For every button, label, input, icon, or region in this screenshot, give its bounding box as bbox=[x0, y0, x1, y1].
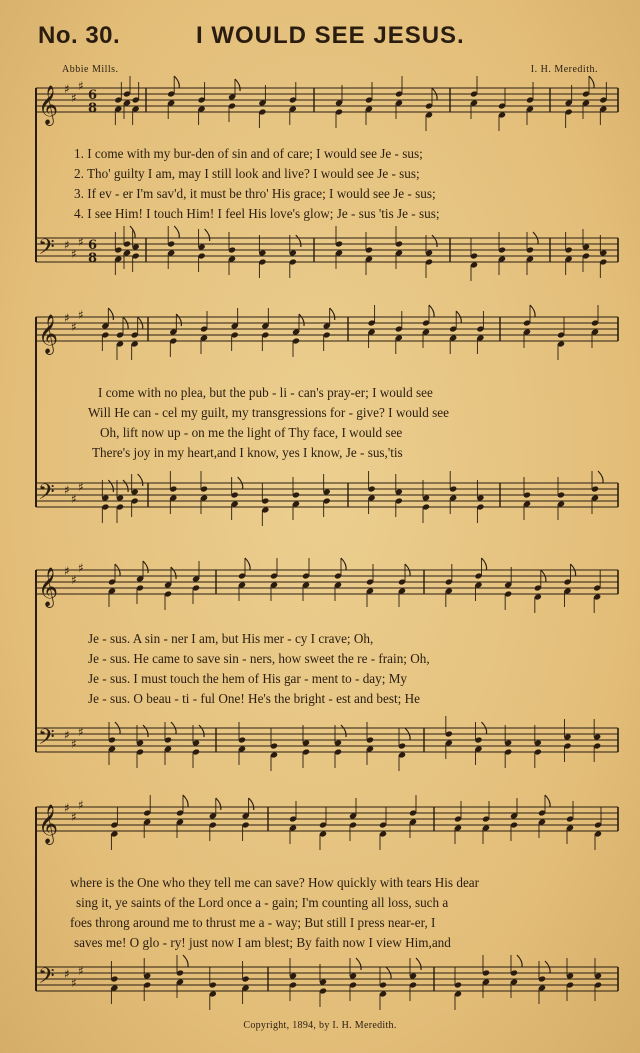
note-flag bbox=[517, 955, 522, 967]
lyric-line: Je - sus. O beau - ti - ful One! He's the bright - est and best; He bbox=[88, 691, 420, 706]
sharp-icon: ♯ bbox=[64, 311, 70, 325]
lyric-line: where is the One who they tell me can save? How quickly with tears His dear bbox=[70, 875, 480, 890]
sharp-icon: ♯ bbox=[78, 798, 84, 812]
hymn-number: No. 30. bbox=[38, 22, 121, 49]
note-flag bbox=[205, 229, 210, 241]
sharp-icon: ♯ bbox=[64, 728, 70, 742]
note-flag bbox=[171, 567, 176, 579]
staff bbox=[36, 76, 618, 131]
sharp-icon: ♯ bbox=[78, 308, 84, 322]
note-flag bbox=[245, 558, 250, 570]
staff bbox=[36, 471, 618, 526]
time-signature-numerator: 6 bbox=[88, 238, 98, 253]
note-flag bbox=[330, 308, 335, 320]
sharp-icon: ♯ bbox=[71, 737, 77, 751]
sharp-icon: ♯ bbox=[71, 91, 77, 105]
note-flag bbox=[123, 480, 128, 492]
note-flag bbox=[108, 480, 113, 492]
lyric-line: 1. I come with my bur-den of sin and of care; I would see Je - sus; bbox=[74, 146, 423, 161]
note-flag bbox=[108, 308, 113, 320]
bass-clef-icon: 𝄢 bbox=[38, 235, 55, 265]
note-flag bbox=[183, 955, 188, 967]
note-flag bbox=[143, 725, 148, 737]
lyric-line: saves me! O glo - ry! just now I am blest; By faith now I view Him,and bbox=[74, 935, 451, 950]
treble-clef-icon: 𝄞 bbox=[38, 567, 59, 607]
sharp-icon: ♯ bbox=[71, 492, 77, 506]
staff bbox=[36, 716, 618, 771]
sharp-icon: ♯ bbox=[71, 976, 77, 990]
sharp-icon: ♯ bbox=[78, 725, 84, 739]
sharp-icon: ♯ bbox=[78, 480, 84, 494]
lyric-line: 2. Tho' guilty I am, may I still look and live? I would see Je - sus; bbox=[74, 166, 420, 181]
note-flag bbox=[174, 226, 179, 238]
sharp-icon: ♯ bbox=[78, 964, 84, 978]
note-flag bbox=[174, 76, 179, 88]
sharp-icon: ♯ bbox=[78, 79, 84, 93]
time-signature-denominator: 8 bbox=[88, 101, 98, 116]
lyric-line: Je - sus. A sin - ner I am, but His mer - cy I crave; Oh, bbox=[88, 631, 374, 646]
note-flag bbox=[299, 314, 304, 326]
sharp-icon: ♯ bbox=[78, 235, 84, 249]
lyric-line: 4. I see Him! I touch Him! I feel His love's glow; Je - sus 'tis Je - sus; bbox=[74, 206, 440, 221]
sharp-icon: ♯ bbox=[71, 320, 77, 334]
sharp-icon: ♯ bbox=[64, 564, 70, 578]
sharp-icon: ♯ bbox=[64, 238, 70, 252]
sharp-icon: ♯ bbox=[71, 573, 77, 587]
note-flag bbox=[429, 305, 434, 317]
time-signature-numerator: 6 bbox=[88, 88, 98, 103]
note-flag bbox=[341, 725, 346, 737]
lyric-line: Je - sus. He came to save sin - ners, how sweet the re - frain; Oh, bbox=[88, 651, 430, 666]
note-flag bbox=[296, 235, 301, 247]
note-flag bbox=[235, 79, 240, 91]
staff bbox=[36, 305, 618, 360]
note-flag bbox=[183, 795, 188, 807]
note-flag bbox=[598, 471, 603, 483]
note-flag bbox=[482, 558, 487, 570]
lyric-line: I come with no plea, but the pub - li - can's pray-er; I would see bbox=[98, 385, 433, 400]
bass-clef-icon: 𝄢 bbox=[38, 480, 55, 510]
bass-clef-icon: 𝄢 bbox=[38, 725, 55, 755]
staff bbox=[36, 795, 618, 850]
lyric-line: There's joy in my heart,and I know, yes I know, Je - sus,'tis bbox=[92, 445, 403, 460]
lyric-line: Will He can - cel my guilt, my transgressions for - give? I would see bbox=[88, 405, 449, 420]
note-flag bbox=[432, 235, 437, 247]
sharp-icon: ♯ bbox=[64, 483, 70, 497]
time-signature-denominator: 8 bbox=[88, 251, 98, 266]
sharp-icon: ♯ bbox=[71, 810, 77, 824]
lyric-line: foes throng around me to thrust me a - way; But still I press near-er, I bbox=[70, 915, 436, 930]
treble-clef-icon: 𝄞 bbox=[38, 314, 59, 354]
note-flag bbox=[216, 798, 221, 810]
lyric-line: Je - sus. I must touch the hem of His gar - ment to - day; My bbox=[88, 671, 408, 686]
sharp-icon: ♯ bbox=[64, 967, 70, 981]
staff bbox=[36, 226, 618, 281]
note-flag bbox=[176, 314, 181, 326]
note-flag bbox=[589, 76, 594, 88]
sharp-icon: ♯ bbox=[78, 561, 84, 575]
note-flag bbox=[143, 561, 148, 573]
staff bbox=[36, 955, 618, 1010]
lyric-line: Oh, lift now up - on me the light of Thy face, I would see bbox=[100, 425, 403, 440]
lyric-line: sing it, ye saints of the Lord once a - gain; I'm counting all loss, such a bbox=[76, 895, 449, 910]
staff bbox=[36, 558, 618, 613]
treble-clef-icon: 𝄞 bbox=[38, 804, 59, 844]
note-flag bbox=[356, 958, 361, 970]
treble-clef-icon: 𝄞 bbox=[38, 85, 59, 125]
note-flag bbox=[138, 474, 143, 486]
note-flag bbox=[199, 725, 204, 737]
lyricist-credit: Abbie Mills. bbox=[62, 64, 119, 75]
lyric-line: 3. If ev - er I'm sav'd, it must be thro' His grace; I would see Je - sus; bbox=[74, 186, 436, 201]
composer-credit: I. H. Meredith. bbox=[530, 64, 598, 75]
sharp-icon: ♯ bbox=[71, 247, 77, 261]
copyright-notice: Copyright, 1894, by I. H. Meredith. bbox=[243, 1020, 397, 1031]
note-flag bbox=[416, 958, 421, 970]
note-flag bbox=[341, 558, 346, 570]
note-flag bbox=[530, 305, 535, 317]
note-flag bbox=[545, 795, 550, 807]
hymn-title: I WOULD SEE JESUS. bbox=[196, 22, 465, 49]
bass-clef-icon: 𝄢 bbox=[38, 964, 55, 994]
sharp-icon: ♯ bbox=[64, 801, 70, 815]
sharp-icon: ♯ bbox=[64, 82, 70, 96]
note-flag bbox=[249, 798, 254, 810]
